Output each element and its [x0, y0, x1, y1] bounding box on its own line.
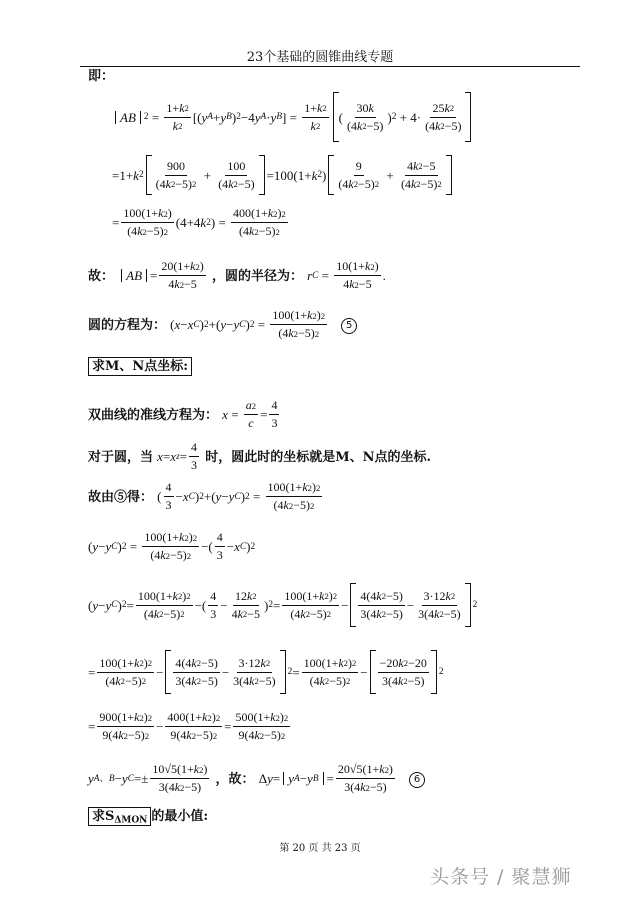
circle-equation: 圆的方程为： ( x − x C ) 2 +( y − y C ) 2 = 100(1+ k 2 ) 2 (4 k 2 −5) 2 5	[88, 308, 357, 341]
marker-six: 6	[409, 772, 425, 788]
equation-line-4: = 100(1+ k 2 ) (4 k 2 −5) 2 (4+4 k 2 ) = 400(1+ k 2 ) 2 (4 k 2 −5) 2	[112, 206, 286, 238]
section-mn-coordinates: 求M、N点坐标:	[88, 360, 192, 373]
equation-line-3: =1+ k 2 900 (4 k 2 −5) 2 + 100 (4 k 2 −5) =100(1+ k 2 ) 9 (4 k 2 −5) 2 + 4 k 2 −5 (4 k 2 −5) 2	[112, 155, 454, 195]
section-min-area: 求$S_{\Delta MON}$ 的最小值:	[88, 810, 208, 823]
label-ji: 即：	[88, 69, 115, 84]
watermark: 头条号 / 聚慧狮	[430, 866, 572, 888]
label-from-five: 故由⑤得：	[88, 490, 154, 505]
label-for-circle-b: 时，圆此时的坐标就是M、N点的坐标.	[205, 450, 431, 465]
equation-line-900: = 900(1+ k 2 ) 2 9(4 k 2 −5) 2 − 400(1+ k 2 ) 2 9(4 k 2 −5) 2 = 500(1+ k 2 ) 2 9(4 k 2 −5) 2	[88, 710, 289, 742]
equation-delta-y: y A、B − y C =± 10√5(1+ k 2 ) 3(4 k 2 −5) ，故： Δ y = y A − y B = 20√5(1+ k 2 ) 3(4 k 2 −5) 6	[88, 762, 425, 795]
equation-ab-squared: AB 2 = 1+ k 2 k 2 [( y A + y B ) 2 −4 y A · y B ] = 1+ k 2 k 2 ( 30 k (4 k 2 −5) ) 2 + 4· 25 k 2 (4 k 2 −5)	[112, 92, 473, 142]
marker-five: 5	[341, 318, 357, 334]
label-for-circle-a: 对于圆，当	[88, 450, 154, 465]
label-gu2: ，故：	[215, 772, 255, 787]
equation-y-diff-1: ( y − y C ) 2 = 100(1+ k 2 ) 2 (4 k 2 −5) 2 −( $\frac{4}{3}$ − x C ) 2	[88, 530, 256, 562]
page-header: 23个基础的圆锥曲线专题	[246, 50, 394, 65]
label-radius: ，圆的半径为：	[211, 269, 303, 284]
equation-line-next: = 100(1+ k 2 ) 2 (4 k 2 −5) 2 − 4(4 k 2 −5) 3(4 k 2 −5) − 3·12 k 2 3(4 k 2 −5) 2 = 100(1+ k 2 ) 2 (4 k 2 −5) 2 − −20 k 2 −20 3(4 k 2 −5) 2	[88, 650, 444, 694]
label-gu: 故：	[88, 269, 115, 284]
for-circle-line: 对于圆，当 x = x z = $\frac{4}{3}$ 时，圆此时的坐标就是M、N点的坐标.	[88, 440, 431, 472]
page-footer: 第 20 页 共 23 页	[279, 843, 361, 854]
from-five-line: 故由⑤得： ( $\frac{4}{3}$ − x C ) 2 +( y − y C ) 2 = 100(1+ k 2 ) 2 (4 k 2 −5) 2	[88, 480, 321, 512]
header-rule	[80, 66, 580, 67]
result-ab-and-radius: 故： AB = 20(1+ k 2 ) 4 k 2 −5 ，圆的半径为： r C = 10(1+ k 2 ) 4 k 2 −5 .	[88, 259, 386, 291]
label-directrix: 双曲线的准线方程为：	[88, 408, 219, 423]
directrix-line: 双曲线的准线方程为： x = a 2 c = $\frac{4}{3}$	[88, 398, 278, 430]
equation-y-diff-2: ( y − y C ) 2 = 100(1+ k 2 ) 2 (4 k 2 −5) 2 −( $\frac{4}{3}$ − 12 k 2 4 k 2 −5 ) 2 = 100(1+ k 2 ) 2 (4 k 2 −5) 2 − 4(4 k 2 −5) 3(4 k 2 −5) − 3·12 k 2 3(4 k 2 −5) 2	[88, 583, 477, 627]
label-circle-eq: 圆的方程为：	[88, 318, 167, 333]
